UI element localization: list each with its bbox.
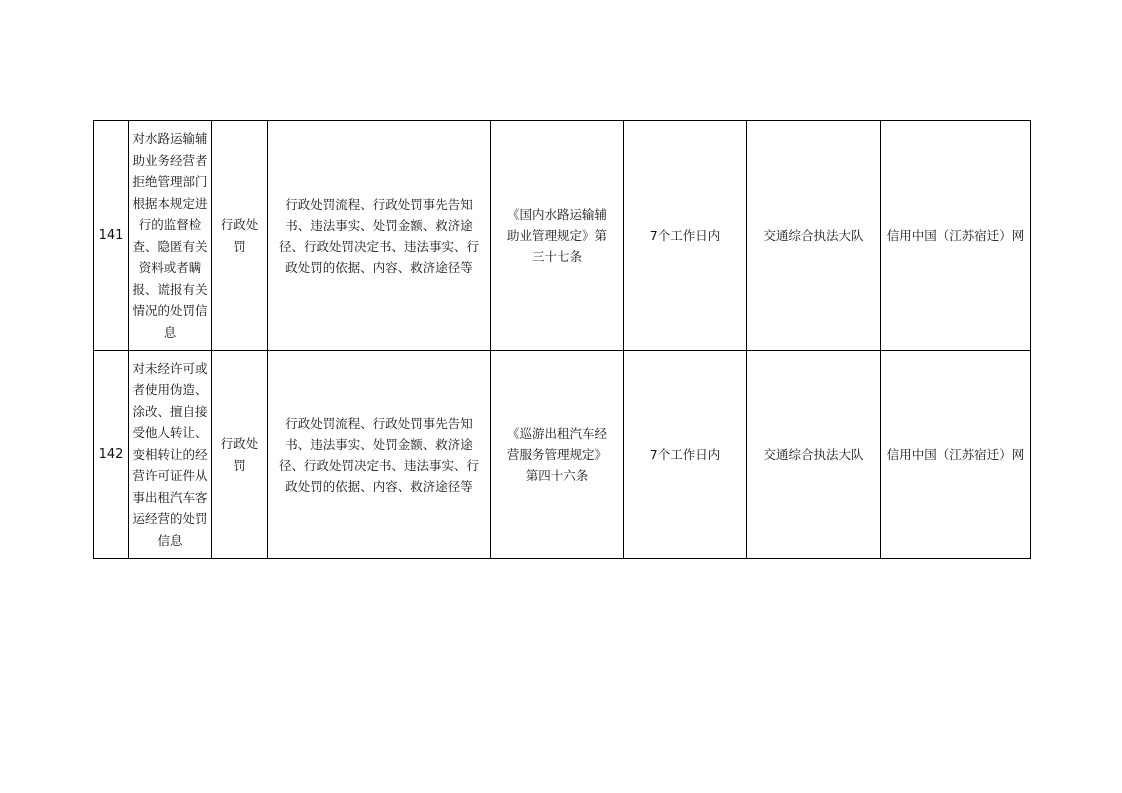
disclosure-table <box>93 120 1031 559</box>
subject-text: 对水路运输辅助业务经营者拒绝管理部门根据本规定进行的监督检查、隐匿有关资料或者瞒报、谎报有关情况的处罚信息 <box>132 131 208 340</box>
table-row <box>94 351 1031 559</box>
time-limit-cell <box>624 351 747 559</box>
row-number: 142 <box>98 446 124 462</box>
subject-cell <box>129 351 212 559</box>
department-cell <box>747 351 881 559</box>
channel-text: 信用中国（江苏宿迁）网 <box>886 446 1025 462</box>
basis-text: 《国内水路运输辅助业管理规定》第三十七条 <box>506 207 607 264</box>
content-cell <box>268 351 491 559</box>
table-row <box>94 121 1031 351</box>
channel-text: 信用中国（江苏宿迁）网 <box>886 227 1025 243</box>
time-limit-cell <box>624 121 747 351</box>
content-cell <box>268 121 491 351</box>
content-text: 行政处罚流程、行政处罚事先告知书、违法事实、处罚金额、救济途径、行政处罚决定书、违法事实、行政处罚的依据、内容、救济途径等 <box>278 415 479 494</box>
category-text: 行政处罚 <box>220 216 259 254</box>
basis-cell <box>491 351 624 559</box>
content-text: 行政处罚流程、行政处罚事先告知书、违法事实、处罚金额、救济途径、行政处罚决定书、违法事实、行政处罚的依据、内容、救济途径等 <box>278 196 479 275</box>
time-limit-text: 7个工作日内 <box>649 446 721 462</box>
channel-cell <box>881 121 1031 351</box>
subject-text: 对未经许可或者使用伪造、涂改、擅自接受他人转让、变相转让的经营许可证件从事出租汽车客运经营的处罚信息 <box>132 360 208 548</box>
row-number-cell <box>94 121 129 351</box>
department-cell <box>747 121 881 351</box>
row-number-cell <box>94 351 129 559</box>
subject-cell <box>129 121 212 351</box>
category-cell <box>212 121 268 351</box>
channel-cell <box>881 351 1031 559</box>
basis-cell <box>491 121 624 351</box>
category-text: 行政处罚 <box>220 435 259 473</box>
time-limit-text: 7个工作日内 <box>649 227 721 243</box>
category-cell <box>212 351 268 559</box>
department-text: 交通综合执法大队 <box>763 446 864 462</box>
basis-text: 《巡游出租汽车经营服务管理规定》第四十六条 <box>506 426 607 483</box>
department-text: 交通综合执法大队 <box>763 227 864 243</box>
row-number: 141 <box>98 227 124 243</box>
